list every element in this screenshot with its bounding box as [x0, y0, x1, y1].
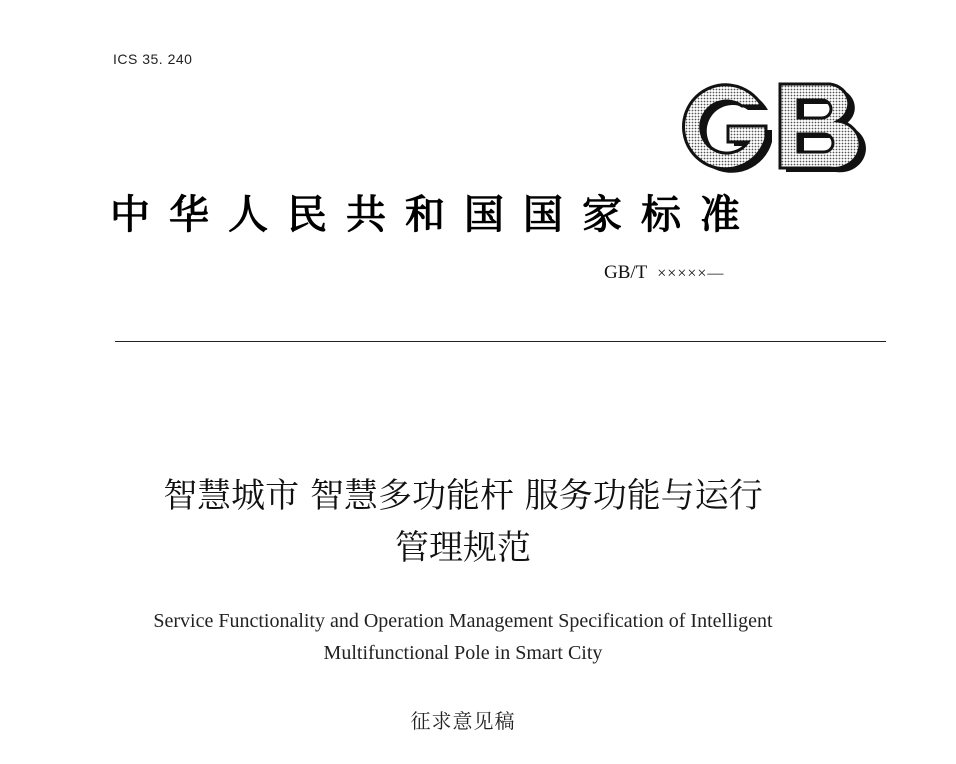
draft-label: 征求意见稿 — [410, 709, 516, 733]
gb-logo-text: GB — [670, 76, 672, 77]
national-standard-title: 中华人民共和国国家标准 — [110, 192, 759, 238]
standard-prefix: GB/T — [604, 262, 648, 283]
standard-code: ×××××— — [657, 265, 725, 282]
standard-number — [604, 262, 724, 284]
ics-code: ICS 35. 240 — [113, 51, 193, 67]
english-title-line-2: Multifunctional Pole in Smart City — [323, 642, 603, 664]
english-title-line-1: Service Functionality and Operation Management Specification of Intelligent — [153, 610, 773, 632]
chinese-title-line-1: 智慧城市 智慧多功能杆 服务功能与运行 — [163, 476, 763, 516]
chinese-title — [60, 470, 866, 574]
header-divider — [115, 341, 886, 342]
gb-logo — [670, 76, 866, 176]
chinese-title-line-2: 管理规范 — [395, 528, 531, 568]
english-title — [60, 605, 866, 669]
